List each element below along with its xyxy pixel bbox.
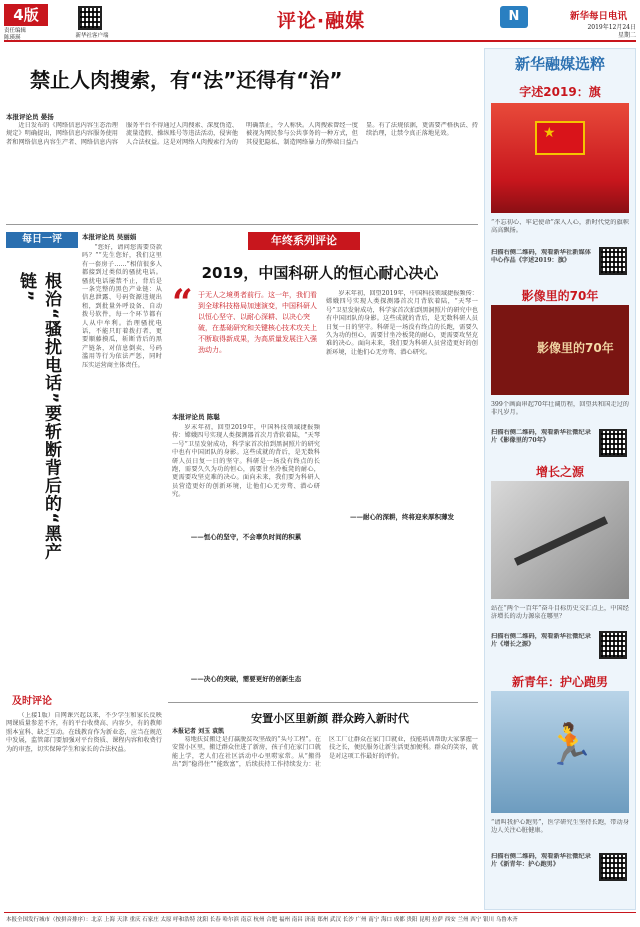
section4-caption: “请叫我护心跑男”，医学研究生坚持长跑，带动身边人关注心脏健康。 [491,819,629,835]
section1-qr-icon[interactable] [599,247,627,275]
bottom-byline: 本报记者 刘玉 袁凯 [172,728,225,735]
section3-header: 增长之源 [535,465,584,479]
daily-byline: 本报评论员 吴丽娟 [82,233,137,241]
section-title: 评论·融媒 [276,10,366,32]
footer-rule [4,912,636,913]
section2-header: 影像里的70年 [521,289,599,303]
header-rule [4,40,636,42]
qr-code-icon[interactable] [78,6,102,30]
year-end-subhead-1: ——恒心的坚守，不会辜负时间的积累 [190,533,302,541]
section2-image[interactable] [491,305,629,395]
section1-title: 字述2019：旗 [519,85,601,99]
bottom-headline: 安置小区里新颜 群众跨入新时代 [251,712,409,725]
section2-inner-title: 影像里的70年 [537,341,614,355]
quote-mark-icon: “ [172,282,193,324]
lead-divider [6,224,478,225]
section1-caption: “不忘初心、牢记使命”深入人心，新时代党的旗帜高高飘扬。 [491,219,629,235]
daily-body: “您好，请问您需要贷款吗？”“先生您好，我们这里有一套房子……”相信很多人都接到过类似的骚扰电话。骚扰电话屡禁不止，背后是一条完整的黑色产业链：从信息泄露、号码资源违规出租，到批量外呼设备、自动拨号软件，每一个环节都有人从中牟利。治理骚扰电话，不能只盯着拨打者，更要顺藤摸瓜，斩断背后的黑产链条，对信息倒卖、号码滥用等行为依法严惩，同时压实运营商主体责任。 [82,244,162,369]
sidebar-title: 新华融媒选粹 [514,55,605,73]
section3-qr-icon[interactable] [599,631,627,659]
editor-credit: 责任编辑 陈瑛瑛 [4,28,27,41]
year-end-byline: 本报评论员 陈聪 [172,413,220,421]
section2-caption: 399个画面串起70年壮阔历程，回望共和国走过的非凡岁月。 [491,401,629,417]
year-end-quote: 于无人之境勇者前行。这一年，我们看到全球科技格局加速演变，中国科研人以恒心坚守、以耐心深耕、以决心突破，在基础研究和关键核心技术攻关上不断取得新成果，为高质量发展注入强劲动力。 [198,291,317,354]
bottom-body: 易地扶贫搬迁是打赢脱贫攻坚战的“头号工程”。在安置小区里，搬迁群众住进了新房，孩子们在家门口就能上学，老人们在社区活动中心里唠家常。从“搬得出”到“稳得住”“能致富”，后续扶持工作持续发力：社区工厂让群众在家门口就业，技能培训帮助大家掌握一技之长，便民服务让新生活更加便利。群众的笑容，就是对这项工作最好的评价。 [172,736,478,769]
page-header [0,0,640,42]
year-end-badge: 年终系列评论 [248,232,360,250]
pen-icon [514,516,608,566]
section3-link[interactable]: 扫描右侧二维码，观看新华社微纪录片《增长之源》 [491,633,591,649]
timely-label: 及时评论 [12,696,52,707]
footer-cities: 本报全国发行城市（按拼音排序）：北京 上海 天津 重庆 石家庄 太原 呼和浩特 沈阳 长春 哈尔滨 南京 杭州 合肥 福州 南昌 济南 郑州 武汉 长沙 广州 南宁 海口 成都 贵阳 昆明 拉萨 西安 兰州 西宁 银川 乌鲁木齐 [6,917,518,923]
year-end-subhead-2: ——耐心的深耕，终将迎来厚积薄发 [350,513,454,521]
year-end-subhead-3: ——决心的突破，需要更好的创新生态 [190,675,302,683]
issue-weekday: 星期二 [617,32,636,39]
lead-headline: 禁止人肉搜索，有“法”还得有“治” [30,68,343,92]
daily-headline: 根治“骚扰电话”要斩断背后的“黑产链” [16,272,61,561]
page-number-badge: 4版 [4,4,48,26]
section4-link[interactable]: 扫描右侧二维码，观看新华社微纪录片《新青年：护心跑男》 [491,853,591,869]
section2-link[interactable]: 扫描右侧二维码，观看新华社微纪录片《影像里的70年》 [491,429,591,445]
client-label: 新华社客户端 [75,33,109,39]
section3-caption: 站在“两个一百年”奋斗目标历史交汇点上，中国经济增长的动力源泉在哪里？ [491,605,629,621]
year-end-body-right: 岁末年初，回望2019年，中国科技领域捷报频传：嫦娥四号实现人类探测器首次月背软着陆，“天琴一号”卫星发射成功，科学家首次拍到黑洞照片的研究中也有中国团队的身影。这些成就的背后，是无数科研人员日复一日的坚守。科研是一场没有终点的长跑，需要久久为功的恒心，需要甘坐冷板凳的耐心，更需要攻坚克难的决心。面向未来，我们要为科研人员营造更好的创新环境，让他们心无旁骛、潜心研究。 [326,290,478,356]
lead-byline: 本报评论员 晏扬 [6,113,54,121]
runner-icon: 🏃 [545,722,595,768]
flag-star-icon: ★ [543,125,556,141]
issue-date: 2019年12月24日 [587,24,636,31]
lead-body: 近日发布的《网络信息内容生态治理规定》明确提出，网络信息内容服务使用者和网络信息内容生产者、网络信息内容服务平台不得通过人肉搜索、深度伪造、流量造假、操纵账号等违法活动，侵害他人合法权益。这是对网络人肉搜索行为的明确禁止，令人称快。人肉搜索曾经一度被视为网民参与公共事务的一种方式，但其侵犯隐私、制造网络暴力的弊端日益凸显。有了法规依据，更需要严格执法、持续治理，让禁令真正落地见效。 [6,122,478,146]
brand-name: 新华每日电讯 [570,11,628,22]
section1-image[interactable] [491,103,629,213]
section2-qr-icon[interactable] [599,429,627,457]
brand-logo-icon: N [500,6,528,28]
section4-header: 新青年：护心跑男 [511,675,608,689]
timely-body: （上接1版）自网课兴起以来，不少学生和家长反映网课质量参差不齐，有的平台收费高、内容少，有的教师照本宣科、缺乏互动。在线教育作为新业态，应当在规范中发展，监管部门要加强对平台资质、课程内容和收费行为的审查，切实保障学生和家长的合法权益。 [6,712,162,753]
daily-label: 每日一评 [6,232,78,248]
sidebar [484,48,636,910]
year-end-body-left: 岁末年初，回望2019年，中国科技领域捷报频传：嫦娥四号实现人类探测器首次月背软着陆，“天琴一号”卫星发射成功，科学家首次拍到黑洞照片的研究中也有中国团队的身影。这些成就的背后，是无数科研人员日复一日的坚守。科研是一场没有终点的长跑，需要久久为功的恒心，需要甘坐冷板凳的耐心，更需要攻坚克难的决心。面向未来，我们要为科研人员营造更好的创新环境，让他们心无旁骛、潜心研究。 [172,424,320,499]
section4-image[interactable] [491,691,629,813]
middle-divider [168,702,478,703]
section4-qr-icon[interactable] [599,853,627,881]
section3-image[interactable] [491,481,629,599]
section1-link[interactable]: 扫描右侧二维码，观看新华社新媒体中心作品《字述2019：旗》 [491,249,591,265]
year-end-headline: 2019，中国科研人的恒心耐心决心 [201,264,439,282]
